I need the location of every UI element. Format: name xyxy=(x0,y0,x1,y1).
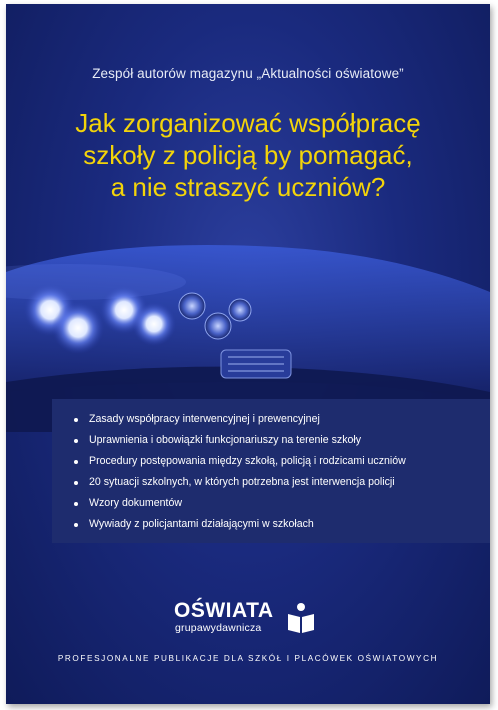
list-item: Wzory dokumentów xyxy=(52,493,490,514)
book-reader-icon xyxy=(286,602,316,634)
publisher-name: OŚWIATA xyxy=(174,599,274,622)
title-line-2: szkoły z policją by pomagać, xyxy=(83,140,413,170)
title-line-1: Jak zorganizować współpracę xyxy=(75,108,421,138)
tagline: PROFESJONALNE PUBLIKACJE DLA SZKÓŁ I PLACÓWEK OŚWIATOWYCH xyxy=(57,654,439,663)
book-title xyxy=(26,107,470,203)
authors-line: Zespół autorów magazynu „Aktualności oświatowe” xyxy=(92,66,404,81)
title-line-3: a nie straszyć uczniów? xyxy=(110,172,386,202)
book-cover xyxy=(6,4,490,704)
publisher-subtitle: grupawydawnicza xyxy=(175,622,262,634)
list-item: Zasady współpracy interwencyjnej i prewencyjnej xyxy=(52,409,490,430)
publisher-logo xyxy=(174,599,324,635)
list-item: Wywiady z policjantami działającymi w szkołach xyxy=(52,514,490,535)
list-item: Procedury postępowania między szkołą, policją i rodzicami uczniów xyxy=(52,451,490,472)
list-item: Uprawnienia i obowiązki funkcjonariuszy na terenie szkoły xyxy=(52,430,490,451)
list-item: 20 sytuacji szkolnych, w których potrzebna jest interwencja policji xyxy=(52,472,490,493)
feature-list xyxy=(52,399,490,543)
